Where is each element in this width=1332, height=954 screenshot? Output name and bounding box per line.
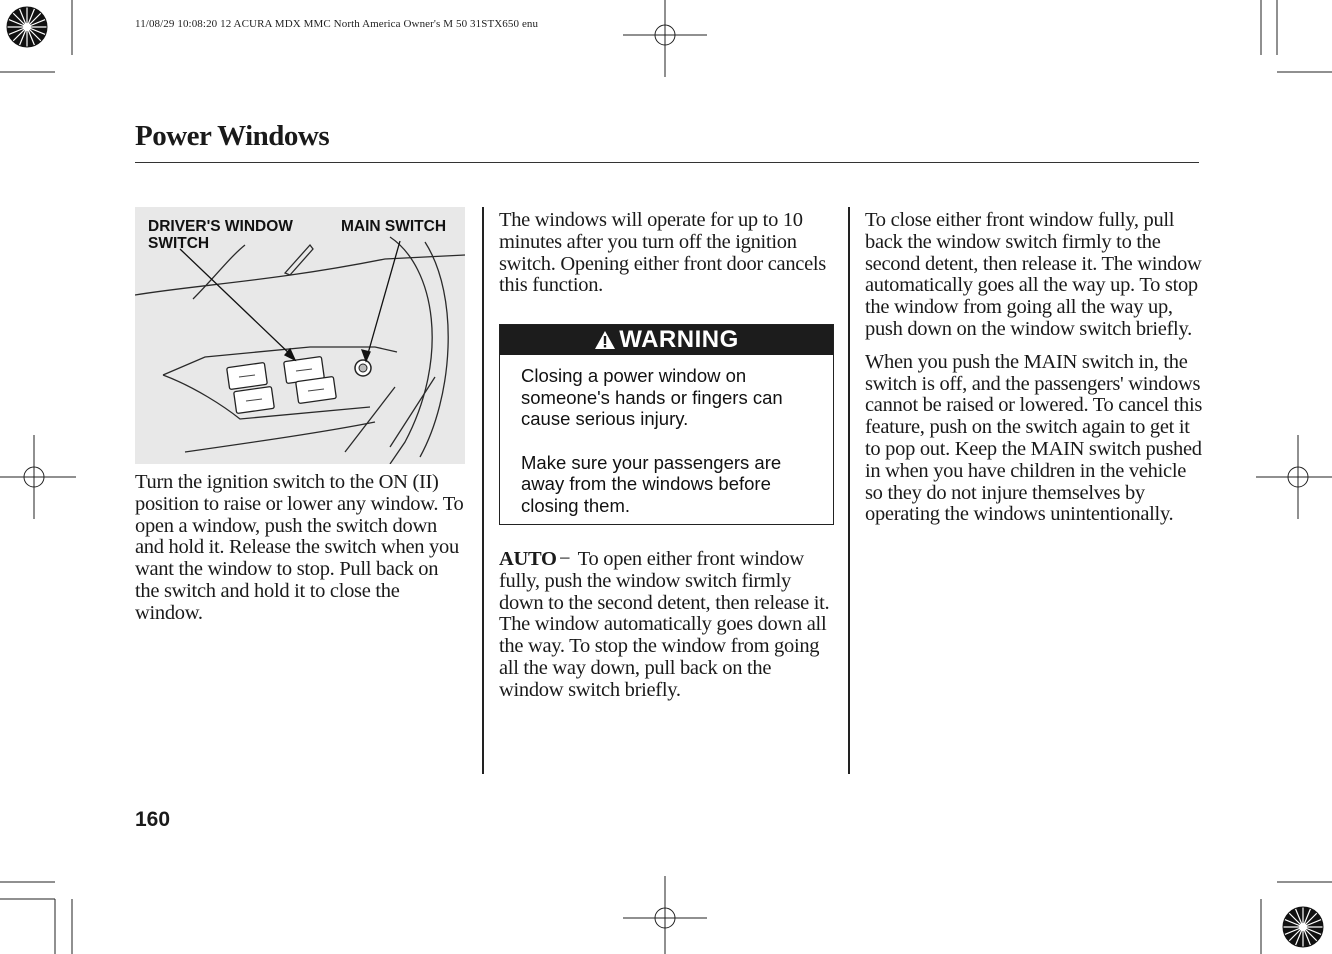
- auto-paragraph: [499, 549, 831, 702]
- warning-body: [500, 355, 833, 516]
- registration-crosshair-icon: [623, 0, 707, 77]
- column-1-text: [135, 472, 467, 636]
- warning-box: [499, 324, 834, 525]
- registration-starburst-icon: [1283, 907, 1323, 947]
- column-3-text: [865, 210, 1203, 537]
- warning-line-2: Make sure your passengers are away from the windows before closing them.: [521, 451, 782, 516]
- column-divider: [482, 207, 484, 774]
- print-info: 11/08/29 10:08:20 12 ACURA MDX MMC North America Owner's M 50 31STX650 enu: [135, 18, 539, 30]
- warning-header: [500, 325, 833, 355]
- registration-crosshair-icon: [623, 876, 707, 954]
- timeout-paragraph: The windows will operate for up to 10 minutes after you turn off the ignition switch. Opening either front door cancels this function.: [499, 209, 826, 297]
- registration-crosshair-icon: [1256, 435, 1332, 519]
- main-switch-paragraph: When you push the MAIN switch in, the switch is off, and the passengers' windows cannot be raised or lowered. To cancel this feature, push on the switch again to get it to pop out. Keep the MAIN switch pushed in when you have children in the vehicle so they do not injure themselves by operating the windows unintentionally.: [865, 350, 1203, 526]
- page-title: Power Windows: [135, 120, 330, 152]
- ignition-instructions: Turn the ignition switch to the ON (II) position to raise or lower any window. To open a window, push the switch down and hold it. Release the switch when you want the window to stop. Pull back on the switch and hold it to close the window.: [135, 471, 464, 624]
- warning-triangle-icon: [594, 330, 616, 350]
- auto-text: To open either front window fully, push the window switch firmly down to the second detent, then release it. The window automatically goes down all the way. To stop the window from going all the way down, pull back on the window switch briefly.: [499, 548, 830, 701]
- auto-dash: −: [559, 548, 571, 570]
- column-2-intro: [499, 210, 837, 308]
- warning-heading: WARNING: [619, 326, 739, 353]
- title-rule: [135, 162, 1199, 163]
- registration-starburst-icon: [7, 7, 47, 47]
- column-divider: [848, 207, 850, 774]
- close-window-paragraph: To close either front window fully, pull back the window switch firmly to the second detent, then release it. The window automatically goes all the way up. To stop the window from going all the way up, push down on the window switch briefly.: [865, 209, 1202, 340]
- page-number: 160: [135, 808, 171, 831]
- driver-window-switch-label: DRIVER'S WINDOW SWITCH: [148, 218, 293, 252]
- registration-crosshair-icon: [0, 435, 76, 519]
- door-switch-illustration: [135, 207, 465, 464]
- warning-line-1: Closing a power window on someone's hands or fingers can cause serious injury.: [521, 365, 783, 429]
- auto-label: AUTO: [499, 548, 557, 570]
- auto-section: [499, 549, 831, 713]
- main-switch-label: MAIN SWITCH: [341, 218, 447, 235]
